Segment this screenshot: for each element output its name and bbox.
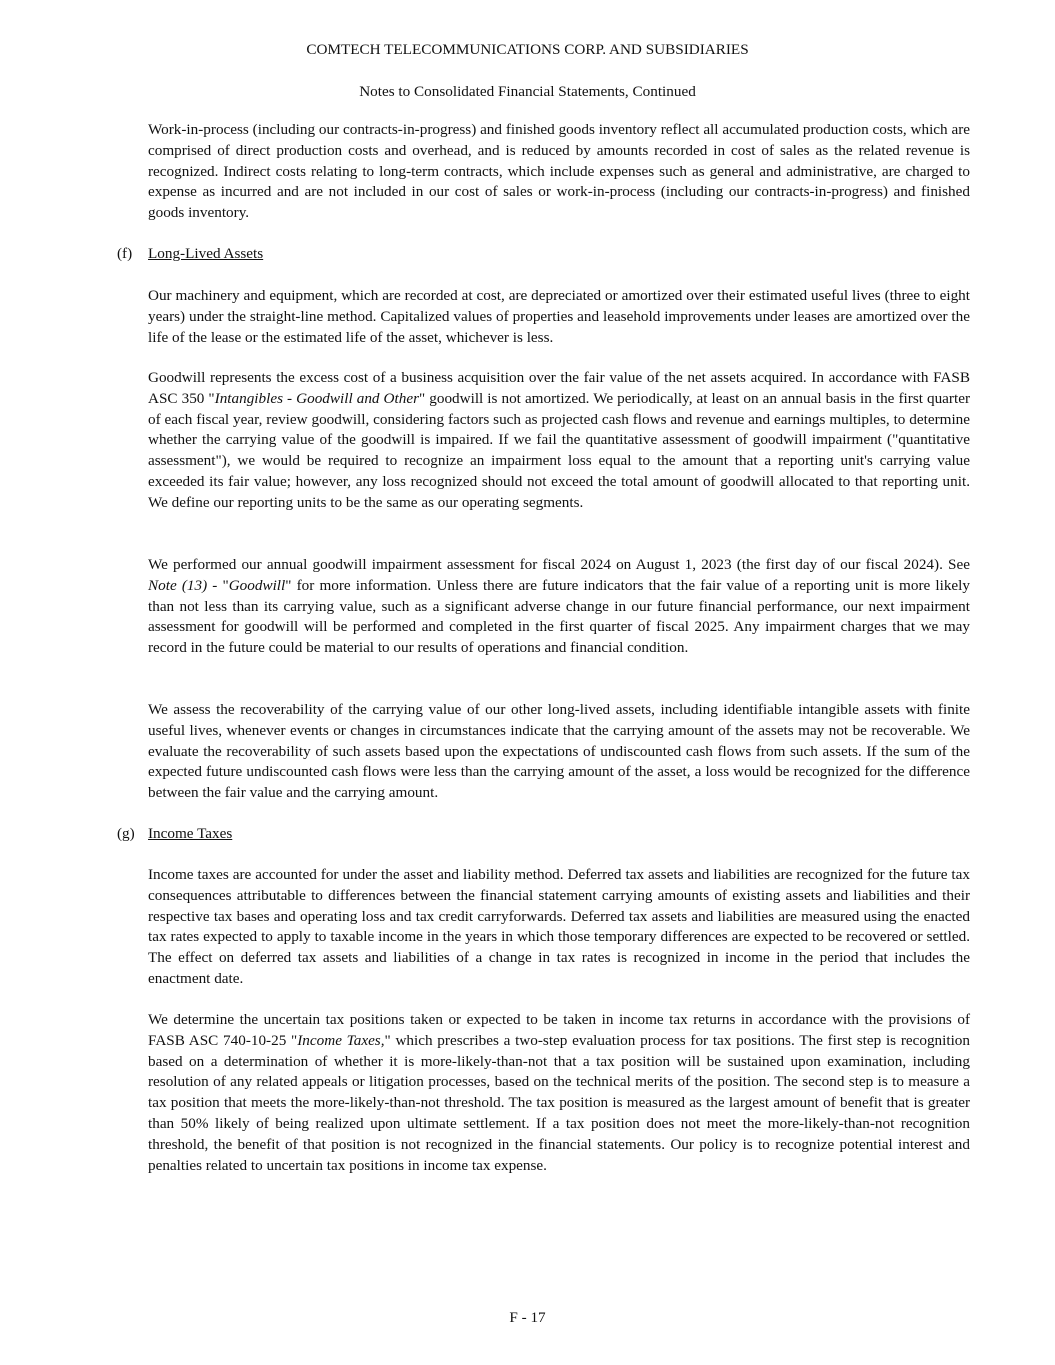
impairment-paragraph (148, 555, 970, 659)
company-name: COMTECH TELECOMMUNICATIONS CORP. AND SUBSIDIARIES (306, 41, 749, 58)
asc740-title: Income Taxes, (297, 1031, 385, 1049)
note-13-ref: Note (13) (148, 576, 208, 594)
goodwill-text-a: Goodwill represents the excess cost of a business acquisition over the fair value of the net assets acquired. In accordance with FASB ASC 350 " (148, 369, 970, 407)
machinery-paragraph: Our machinery and equipment, which are recorded at cost, are depreciated or amortized over their estimated useful lives (three to eight years) under the straight-line method. Capitalized values of properties and leasehold improvements under leases are amortized over the life of the lease or the estimated life of the asset, whichever is less. (148, 287, 970, 346)
section-g-letter: (g) (117, 825, 135, 842)
inventory-paragraph: Work-in-process (including our contracts-in-progress) and finished goods inventory reflect all accumulated production costs, which are comprised of direct production costs and overhead, and is reduced by amounts recorded in cost of sales as the related revenue is recognized. Indirect costs relating to long-term contracts, which include expenses such as general and administrative, are charged to expense as incurred and are not included in our cost of sales or work-in-process (including our contracts-in-progress) and finished goods inventory. (148, 121, 970, 222)
goodwill-text-b: " goodwill is not amortized. We periodically, at least on an annual basis in the first quarter of each fiscal year, review goodwill, considering factors such as projected cash flows and revenue and earnings multiples, to determine whether the carrying value of the goodwill is impaired. If we fail the quantitative assessment of goodwill impairment ("quantitative assessment"), we would be required to recognize an impairment loss equal to the amount that a reporting unit's carrying value exceeded its fair value; however, any loss recognized should not exceed the total amount of goodwill allocated to that reporting unit. We define our reporting units to be the same as our operating segments. (148, 389, 970, 511)
page-subtitle: Notes to Consolidated Financial Statements, Continued (359, 83, 696, 100)
page-number: F - 17 (509, 1309, 546, 1326)
impairment-text-c: " for more information. Unless there are future indicators that the fair value of a reporting unit is more likely than not less than its carrying value, such as a significant adverse change in our future financial performance, our next impairment assessment for goodwill will be performed and completed in the first quarter of fiscal 2025. Any impairment charges that we may record in the future could be material to our results of operations and financial condition. (148, 576, 970, 657)
goodwill-ref: Goodwill (228, 576, 286, 594)
section-g-heading (117, 824, 232, 845)
uncertain-tax-text-a: We determine the uncertain tax positions taken or expected to be taken in income tax returns in accordance with the provisions of FASB ASC 740-10-25 " (148, 1011, 970, 1049)
recoverability-paragraph: We assess the recoverability of the carrying value of our other long-lived assets, including identifiable intangible assets with finite useful lives, whenever events or changes in circumstances indicate that the carrying amount of the assets may not be recoverable. We evaluate the recoverability of such assets based upon the expectations of undiscounted cash flows from such assets. If the sum of the expected future undiscounted cash flows were less than the carrying amount of the asset, a loss would be recognized for the difference between the fair value and the carrying amount. (148, 701, 970, 802)
section-f-heading (117, 244, 263, 265)
income-tax-paragraph: Income taxes are accounted for under the asset and liability method. Deferred tax assets and liabilities are recognized for the future tax consequences attributable to differences between the financial statement carrying amounts of existing assets and liabilities and their respective tax bases and operating loss and tax credit carryforwards. Deferred tax assets and liabilities are measured using the enacted tax rates expected to apply to taxable income in the years in which those temporary differences are expected to be recovered or settled. The effect on deferred tax assets and liabilities of a change in tax rates is recognized in income in the period that includes the enactment date. (148, 866, 970, 987)
impairment-text-b: - " (207, 576, 229, 594)
section-g-title: Income Taxes (148, 825, 233, 842)
impairment-text-a: We performed our annual goodwill impairment assessment for fiscal 2024 on August 1, 2023 (the first day of our fiscal 2024). See (148, 556, 970, 573)
section-f-letter: (f) (117, 245, 133, 262)
uncertain-tax-paragraph (148, 1010, 970, 1176)
asc350-title: Intangibles - Goodwill and Other (214, 389, 419, 407)
uncertain-tax-text-b: " which prescribes a two-step evaluation process for tax positions. The first step is recognition based on a determination of whether it is more-likely-than-not that a tax position will be sustained upon examination, including resolution of any related appeals or litigation processes, based on the technical merits of the position. The second step is to measure a tax position that meets the more-likely-than-not threshold. The tax position is measured as the largest amount of benefit that is greater than 50% likely of being realized upon ultimate settlement. If a tax position does not meet the more-likely-than-not recognition threshold, the benefit of that position is not recognized in the financial statements. Our policy is to recognize potential interest and penalties related to uncertain tax positions in income tax expense. (148, 1031, 970, 1174)
section-f-title: Long-Lived Assets (148, 245, 264, 262)
goodwill-paragraph (148, 368, 970, 514)
